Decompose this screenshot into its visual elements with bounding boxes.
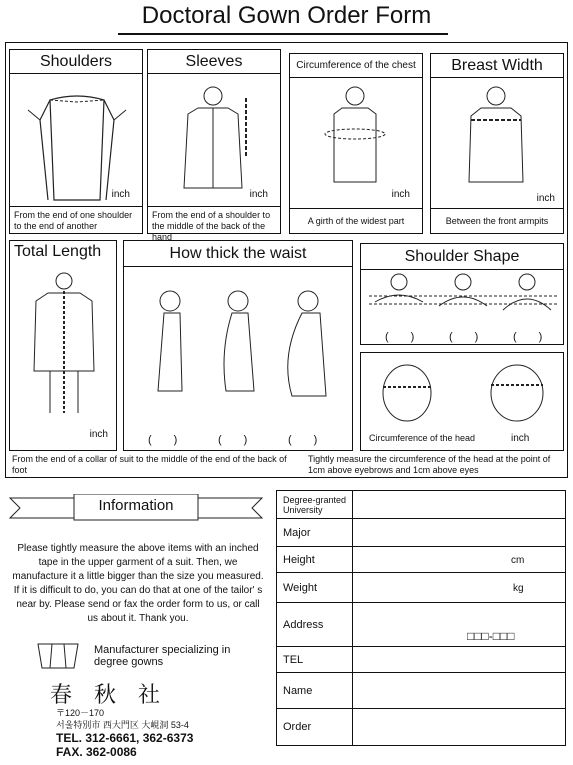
row-major[interactable]	[277, 519, 565, 547]
shoulders-unit: inch	[111, 189, 130, 200]
row-order[interactable]	[277, 709, 565, 745]
postal-boxes[interactable]: □□□-□□□	[467, 629, 515, 643]
label-height: Height	[277, 547, 353, 572]
info-body: Please tightly measure the above items with an inched tape in the upper garment of a suit. Then, we manufacture it a little bigger than the size you measured. If it is difficult to do, you can do that at one of the tailor' s near by. Please send or fax the order form to us, or call us about it. Thank you.	[12, 543, 264, 624]
breast-figure-icon	[441, 82, 555, 192]
waist-option-2[interactable]: ( )	[218, 434, 248, 446]
panel-chest	[289, 53, 423, 234]
panel-waist	[123, 240, 353, 451]
order-form-table	[276, 490, 566, 746]
label-address: Address	[277, 603, 353, 646]
shoulder-shapes-icon	[369, 272, 557, 322]
panel-breast-width	[430, 53, 564, 234]
form-title: Doctoral Gown Order Form	[141, 2, 432, 29]
postal-code: 〒120－170	[56, 708, 105, 718]
panel-head	[360, 352, 564, 451]
panel-shoulders	[9, 49, 143, 234]
waist-title: How thick the waist	[124, 241, 352, 267]
sleeves-title: Sleeves	[148, 50, 280, 74]
shoulder-option-1[interactable]: ( )	[385, 331, 415, 343]
row-address[interactable]	[277, 603, 565, 647]
breast-unit: inch	[536, 193, 555, 204]
label-university: Degree-granted University	[277, 491, 353, 518]
head-unit: inch	[511, 433, 530, 444]
title-underline	[118, 33, 448, 35]
total-length-title: Total Length	[14, 243, 102, 260]
head-figures-icon	[371, 359, 555, 425]
waist-figures-icon	[130, 281, 348, 421]
panel-shoulder-shape	[360, 243, 564, 345]
chest-title: Circumference of the chest	[290, 54, 422, 78]
row-height[interactable]	[277, 547, 565, 573]
height-unit: cm	[511, 555, 525, 566]
company-name: 春 秋 社	[50, 683, 161, 708]
label-name: Name	[277, 673, 353, 708]
row-university[interactable]	[277, 491, 565, 519]
length-unit: inch	[89, 429, 108, 440]
label-tel: TEL	[277, 647, 353, 672]
label-weight: Weight	[277, 573, 353, 602]
company-address: 서울特別市 西大門区 大峴洞 53-4	[56, 720, 189, 730]
gown-cap-icon	[34, 640, 82, 670]
length-caption: From the end of a collar of suit to the middle of the end of the back of foot	[12, 454, 287, 475]
weight-unit: kg	[513, 583, 524, 594]
row-name[interactable]	[277, 673, 565, 709]
row-tel[interactable]	[277, 647, 565, 673]
sleeves-unit: inch	[249, 189, 268, 200]
sleeves-caption: From the end of a shoulder to the middle of the back of the hand	[148, 206, 280, 234]
chest-unit: inch	[391, 189, 410, 200]
breast-caption: Between the front armpits	[431, 208, 563, 234]
company-fax: FAX. 362-0086	[56, 745, 137, 759]
shoulder-option-2[interactable]: ( )	[449, 331, 479, 343]
info-banner: Information	[98, 497, 174, 514]
chest-figure-icon	[300, 82, 414, 192]
shoulders-caption: From the end of one shoulder to the end of another	[10, 206, 142, 234]
head-label: Circumference of the head	[369, 433, 476, 443]
manufacturer-text: Manufacturer specializing in degree gowns	[94, 644, 231, 668]
head-caption: Tightly measure the circumference of the head at the point of 1cm above eyebrows and 1cm above eyes	[308, 454, 551, 475]
company-tel: TEL. 312-6661, 362-6373	[56, 731, 194, 745]
sleeves-figure-icon	[158, 78, 272, 198]
label-order: Order	[277, 709, 353, 745]
label-major: Major	[277, 519, 353, 546]
shoulder-shape-title: Shoulder Shape	[361, 244, 563, 270]
shoulder-option-3[interactable]: ( )	[513, 331, 543, 343]
waist-option-3[interactable]: ( )	[288, 434, 318, 446]
length-figure-icon	[20, 271, 108, 421]
chest-caption: A girth of the widest part	[290, 208, 422, 234]
waist-option-1[interactable]: ( )	[148, 434, 178, 446]
panel-total-length	[9, 240, 117, 451]
breast-width-title: Breast Width	[431, 54, 563, 78]
row-weight[interactable]	[277, 573, 565, 603]
shoulders-title: Shoulders	[10, 50, 142, 74]
panel-sleeves	[147, 49, 281, 242]
